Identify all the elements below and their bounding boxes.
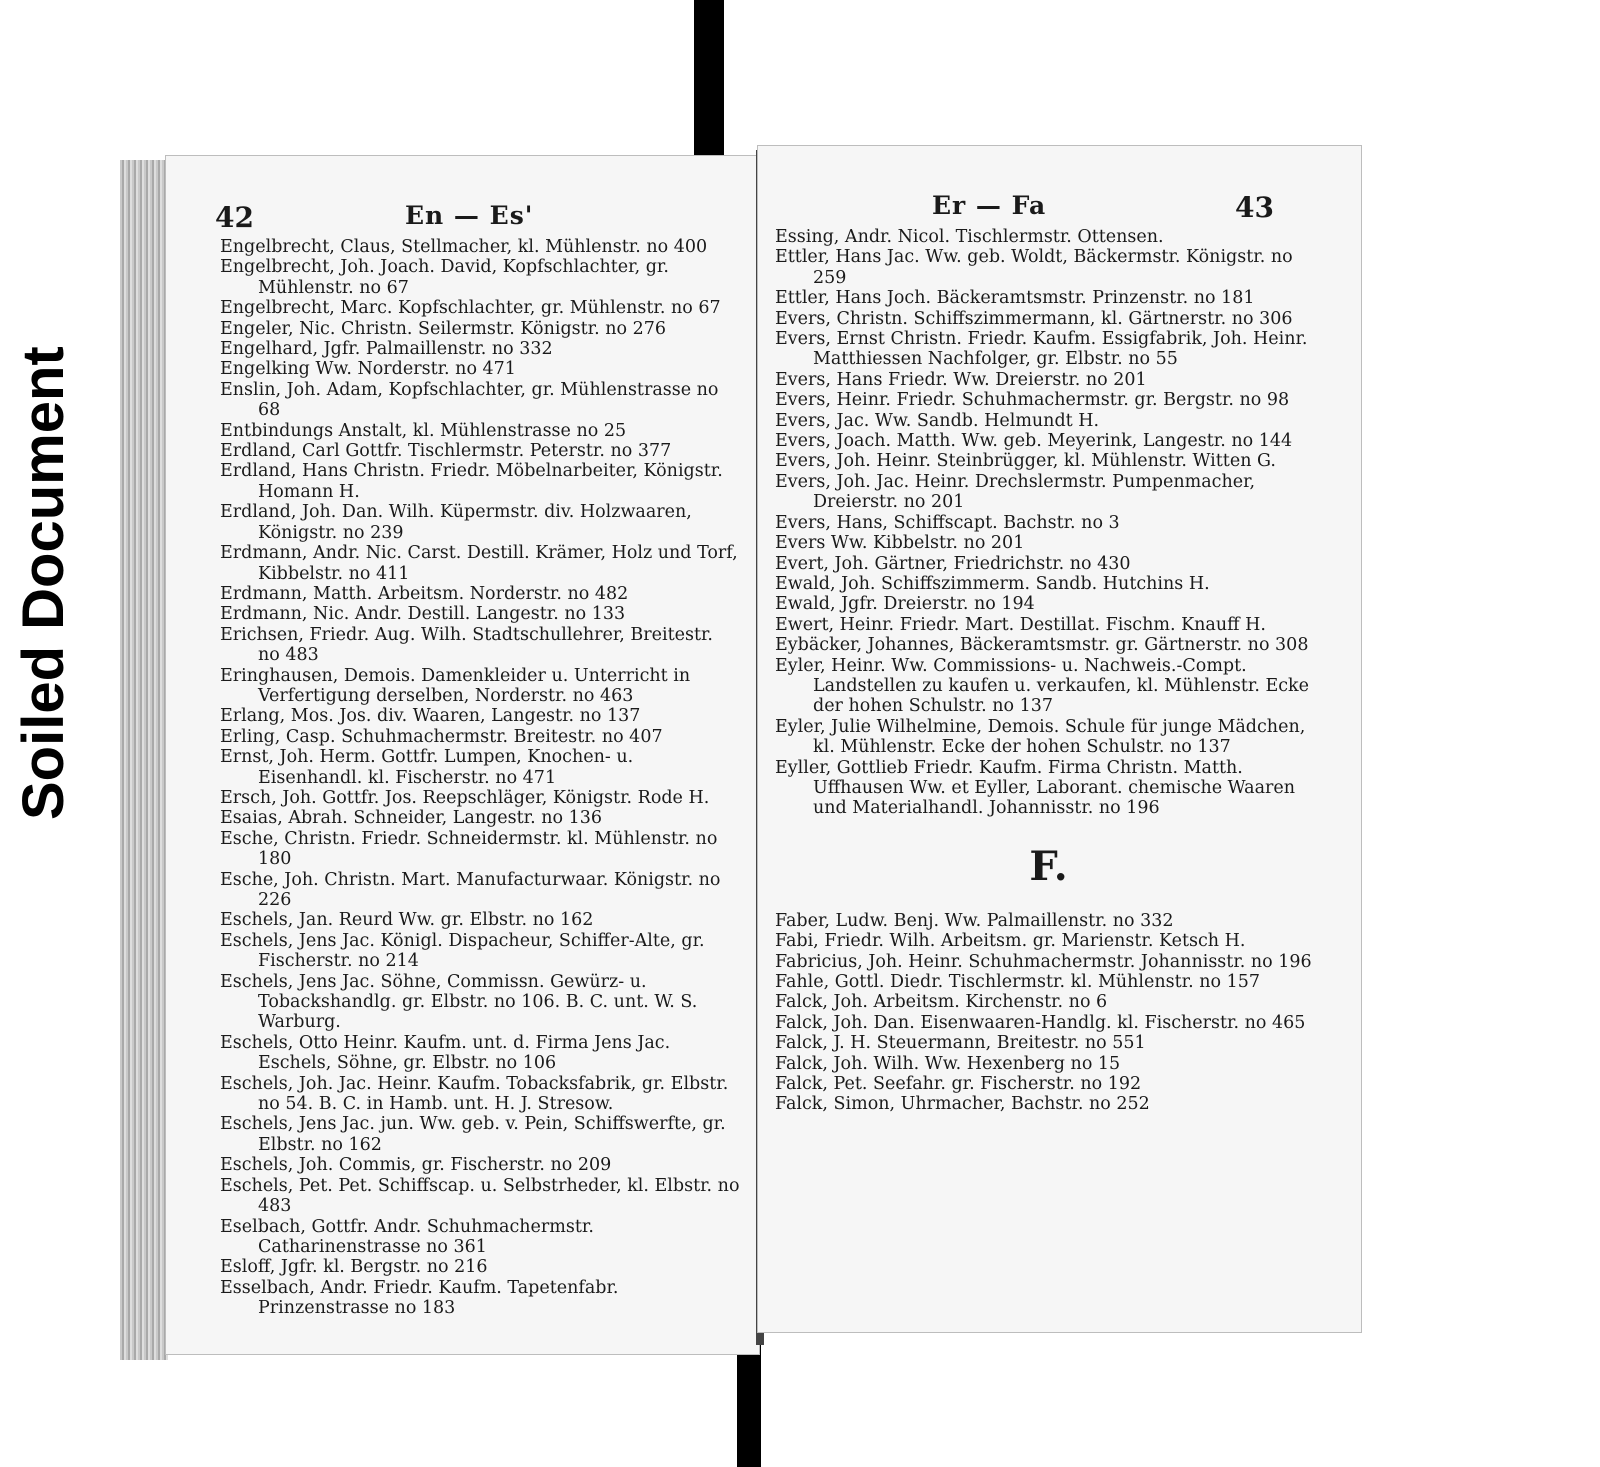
spine-top xyxy=(694,0,724,160)
directory-entry: Faber, Ludw. Benj. Ww. Palmaillenstr. no 332 xyxy=(775,910,1174,931)
right-page-header xyxy=(757,191,1362,231)
directory-entry: Enslin, Joh. Adam, Kopfschlachter, gr. Mühlenstrasse no 68 xyxy=(220,379,719,421)
directory-entry: Esche, Christn. Friedr. Schneidermstr. kl. Mühlenstr. no 180 xyxy=(220,828,718,870)
directory-entry: Fabricius, Joh. Heinr. Schuhmachermstr. Johannisstr. no 196 xyxy=(775,951,1312,972)
entry-list xyxy=(775,227,1322,1115)
directory-entry: Falck, Pet. Seefahr. gr. Fischerstr. no 192 xyxy=(775,1074,1142,1095)
directory-entry: Erlang, Mos. Jos. div. Waaren, Langestr. no 137 xyxy=(220,706,641,727)
directory-entry: Fahle, Gottl. Diedr. Tischlermstr. kl. Mühlenstr. no 157 xyxy=(775,972,1260,992)
side-label: Soiled Document xyxy=(11,346,76,820)
left-page-header xyxy=(165,201,760,241)
directory-entry: Evers, Joh. Jac. Heinr. Drechslermstr. Pumpenmacher, Dreierstr. no 201 xyxy=(775,471,1256,513)
directory-entry: Engelbrecht, Joh. Joach. David, Kopfschlachter, gr. Mühlenstr. no 67 xyxy=(220,257,669,298)
directory-entry: Falck, Joh. Dan. Eisenwaaren-Handlg. kl. Fischerstr. no 465 xyxy=(775,1012,1306,1033)
directory-entry: Evers, Heinr. Friedr. Schuhmachermstr. gr. Bergstr. no 98 xyxy=(775,390,1290,411)
directory-entry: Eselbach, Gottfr. Andr. Schuhmachermstr. Catharinenstrasse no 361 xyxy=(220,1216,594,1257)
directory-entry: Eschels, Jens Jac. Söhne, Commissn. Gewürz- u. Tobackshandlg. gr. Elbstr. no 106. B. C. unt. W. S. Warburg. xyxy=(220,971,698,1033)
directory-entry: Engelbrecht, Claus, Stellmacher, kl. Mühlenstr. no 400 xyxy=(220,237,708,257)
directory-entry: Evers, Hans Friedr. Ww. Dreierstr. no 201 xyxy=(775,369,1147,390)
directory-entry: Esloff, Jgfr. kl. Bergstr. no 216 xyxy=(220,1257,488,1278)
directory-entry: Ettler, Hans Jac. Ww. geb. Woldt, Bäckermstr. Königstr. no 259 xyxy=(775,247,1293,288)
entry-list xyxy=(220,237,740,1319)
directory-entry: Eyller, Gottlieb Friedr. Kaufm. Firma Christn. Matth. Uffhausen Ww. et Eyller, Laborant. chemische Waaren und Materialhandl. Johannisstr. no 196 xyxy=(775,757,1296,819)
directory-entry: Eschels, Jens Jac. Königl. Dispacheur, Schiffer-Alte, gr. Fischerstr. no 214 xyxy=(220,930,705,972)
directory-entry: Esaias, Abrah. Schneider, Langestr. no 136 xyxy=(220,808,603,829)
directory-entry: Falck, Joh. Arbeitsm. Kirchenstr. no 6 xyxy=(775,992,1108,1013)
page-range-heading: En — Es' xyxy=(405,201,534,230)
directory-entry: Falck, Simon, Uhrmacher, Bachstr. no 252 xyxy=(775,1094,1150,1115)
directory-entry: Erdland, Hans Christn. Friedr. Möbelnarbeiter, Königstr. Homann H. xyxy=(220,461,723,502)
directory-entry: Engeler, Nic. Christn. Seilermstr. Königstr. no 276 xyxy=(220,318,666,339)
directory-entry: Eyler, Heinr. Ww. Commissions- u. Nachweis.-Compt. Landstellen zu kaufen u. verkaufen, kl. Mühlenstr. Ecke der hohen Schulstr. no 137 xyxy=(775,655,1309,717)
directory-entry: Eschels, Joh. Jac. Heinr. Kaufm. Tobacksfabrik, gr. Elbstr. no 54. B. C. in Hamb. unt. H. J. Stresow. xyxy=(220,1073,729,1115)
directory-entry: Eschels, Otto Heinr. Kaufm. unt. d. Firma Jens Jac. Eschels, Söhne, gr. Elbstr. no 106 xyxy=(220,1032,671,1074)
directory-entry: Erdmann, Nic. Andr. Destill. Langestr. no 133 xyxy=(220,604,626,625)
directory-entry: Ewald, Joh. Schiffszimmerm. Sandb. Hutchins H. xyxy=(775,573,1210,594)
directory-entry: Evers, Jac. Ww. Sandb. Helmundt H. xyxy=(775,410,1100,431)
page-number: 42 xyxy=(215,201,254,234)
directory-entry: Engelbrecht, Marc. Kopfschlachter, gr. Mühlenstr. no 67 xyxy=(220,298,721,319)
directory-entry: Evers, Hans, Schiffscapt. Bachstr. no 3 xyxy=(775,512,1120,533)
directory-entry: Esche, Joh. Christn. Mart. Manufacturwaar. Königstr. no 226 xyxy=(220,869,721,910)
directory-entry: Erdmann, Matth. Arbeitsm. Norderstr. no 482 xyxy=(220,583,629,604)
directory-entry: Falck, Joh. Wilh. Ww. Hexenberg no 15 xyxy=(775,1053,1121,1074)
directory-entry: Eybäcker, Johannes, Bäckeramtsmstr. gr. Gärtnerstr. no 308 xyxy=(775,635,1309,656)
directory-entry: Ersch, Joh. Gottfr. Jos. Reepschläger, Königstr. Rode H. xyxy=(220,787,710,808)
directory-entry: Erling, Casp. Schuhmachermstr. Breitestr. no 407 xyxy=(220,726,663,747)
directory-entry: Erdland, Carl Gottfr. Tischlermstr. Peterstr. no 377 xyxy=(220,441,672,462)
directory-entry: Engelking Ww. Norderstr. no 471 xyxy=(220,359,516,380)
directory-entry: Evers, Christn. Schiffszimmermann, kl. Gärtnerstr. no 306 xyxy=(775,308,1293,329)
page-number: 43 xyxy=(1235,191,1274,224)
directory-entry: Eringhausen, Demois. Damenkleider u. Unterricht in Verfertigung derselben, Norderstr. no 463 xyxy=(220,665,691,706)
directory-entry: Eschels, Jens Jac. jun. Ww. geb. v. Pein, Schiffswerfte, gr. Elbstr. no 162 xyxy=(220,1114,726,1155)
directory-entry: Ettler, Hans Joch. Bäckeramtsmstr. Prinzenstr. no 181 xyxy=(775,288,1255,309)
directory-entry: Evers, Joh. Heinr. Steinbrügger, kl. Mühlenstr. Witten G. xyxy=(775,451,1276,472)
directory-entry: Fabi, Friedr. Wilh. Arbeitsm. gr. Marienstr. Ketsch H. xyxy=(775,931,1246,952)
left-page xyxy=(165,155,760,1355)
section-letter: F. xyxy=(1029,842,1068,890)
directory-entry: Entbindungs Anstalt, kl. Mühlenstrasse no 25 xyxy=(220,420,627,441)
directory-entry: Falck, J. H. Steuermann, Breitestr. no 551 xyxy=(775,1033,1146,1054)
book-edge xyxy=(120,160,168,1360)
directory-entry: Erdland, Joh. Dan. Wilh. Küpermstr. div. Holzwaaren, Königstr. no 239 xyxy=(220,502,692,543)
directory-entry: Erichsen, Friedr. Aug. Wilh. Stadtschullehrer, Breitestr. no 483 xyxy=(220,624,713,666)
page-range-heading: Er — Fa xyxy=(932,191,1047,220)
directory-entry: Eschels, Joh. Commis, gr. Fischerstr. no 209 xyxy=(220,1155,612,1176)
directory-entry: Ernst, Joh. Herm. Gottfr. Lumpen, Knochen- u. Eisenhandl. kl. Fischerstr. no 471 xyxy=(220,747,634,788)
directory-entry: Esselbach, Andr. Friedr. Kaufm. Tapetenfabr. Prinzenstrasse no 183 xyxy=(220,1277,619,1319)
directory-entry: Ewert, Heinr. Friedr. Mart. Destillat. Fischm. Knauff H. xyxy=(775,614,1266,635)
directory-entry: Essing, Andr. Nicol. Tischlermstr. Ottensen. xyxy=(775,227,1164,247)
directory-entry: Evert, Joh. Gärtner, Friedrichstr. no 430 xyxy=(775,553,1131,574)
directory-entry: Eyler, Julie Wilhelmine, Demois. Schule für junge Mädchen, kl. Mühlenstr. Ecke der hohen Schulstr. no 137 xyxy=(775,716,1306,758)
directory-entry: Evers Ww. Kibbelstr. no 201 xyxy=(775,533,1025,554)
directory-entry: Eschels, Jan. Reurd Ww. gr. Elbstr. no 162 xyxy=(220,910,594,931)
directory-entry: Evers, Ernst Christn. Friedr. Kaufm. Essigfabrik, Joh. Heinr. Matthiessen Nachfolger, gr. Elbstr. no 55 xyxy=(775,329,1308,370)
directory-entry: Erdmann, Andr. Nic. Carst. Destill. Krämer, Holz und Torf, Kibbelstr. no 411 xyxy=(220,543,738,584)
directory-entry: Evers, Joach. Matth. Ww. geb. Meyerink, Langestr. no 144 xyxy=(775,431,1293,452)
directory-entry: Engelhard, Jgfr. Palmaillenstr. no 332 xyxy=(220,339,553,360)
right-page xyxy=(757,145,1362,1333)
directory-entry: Ewald, Jgfr. Dreierstr. no 194 xyxy=(775,594,1035,615)
directory-entry: Eschels, Pet. Pet. Schiffscap. u. Selbstrheder, kl. Elbstr. no 483 xyxy=(220,1175,740,1217)
